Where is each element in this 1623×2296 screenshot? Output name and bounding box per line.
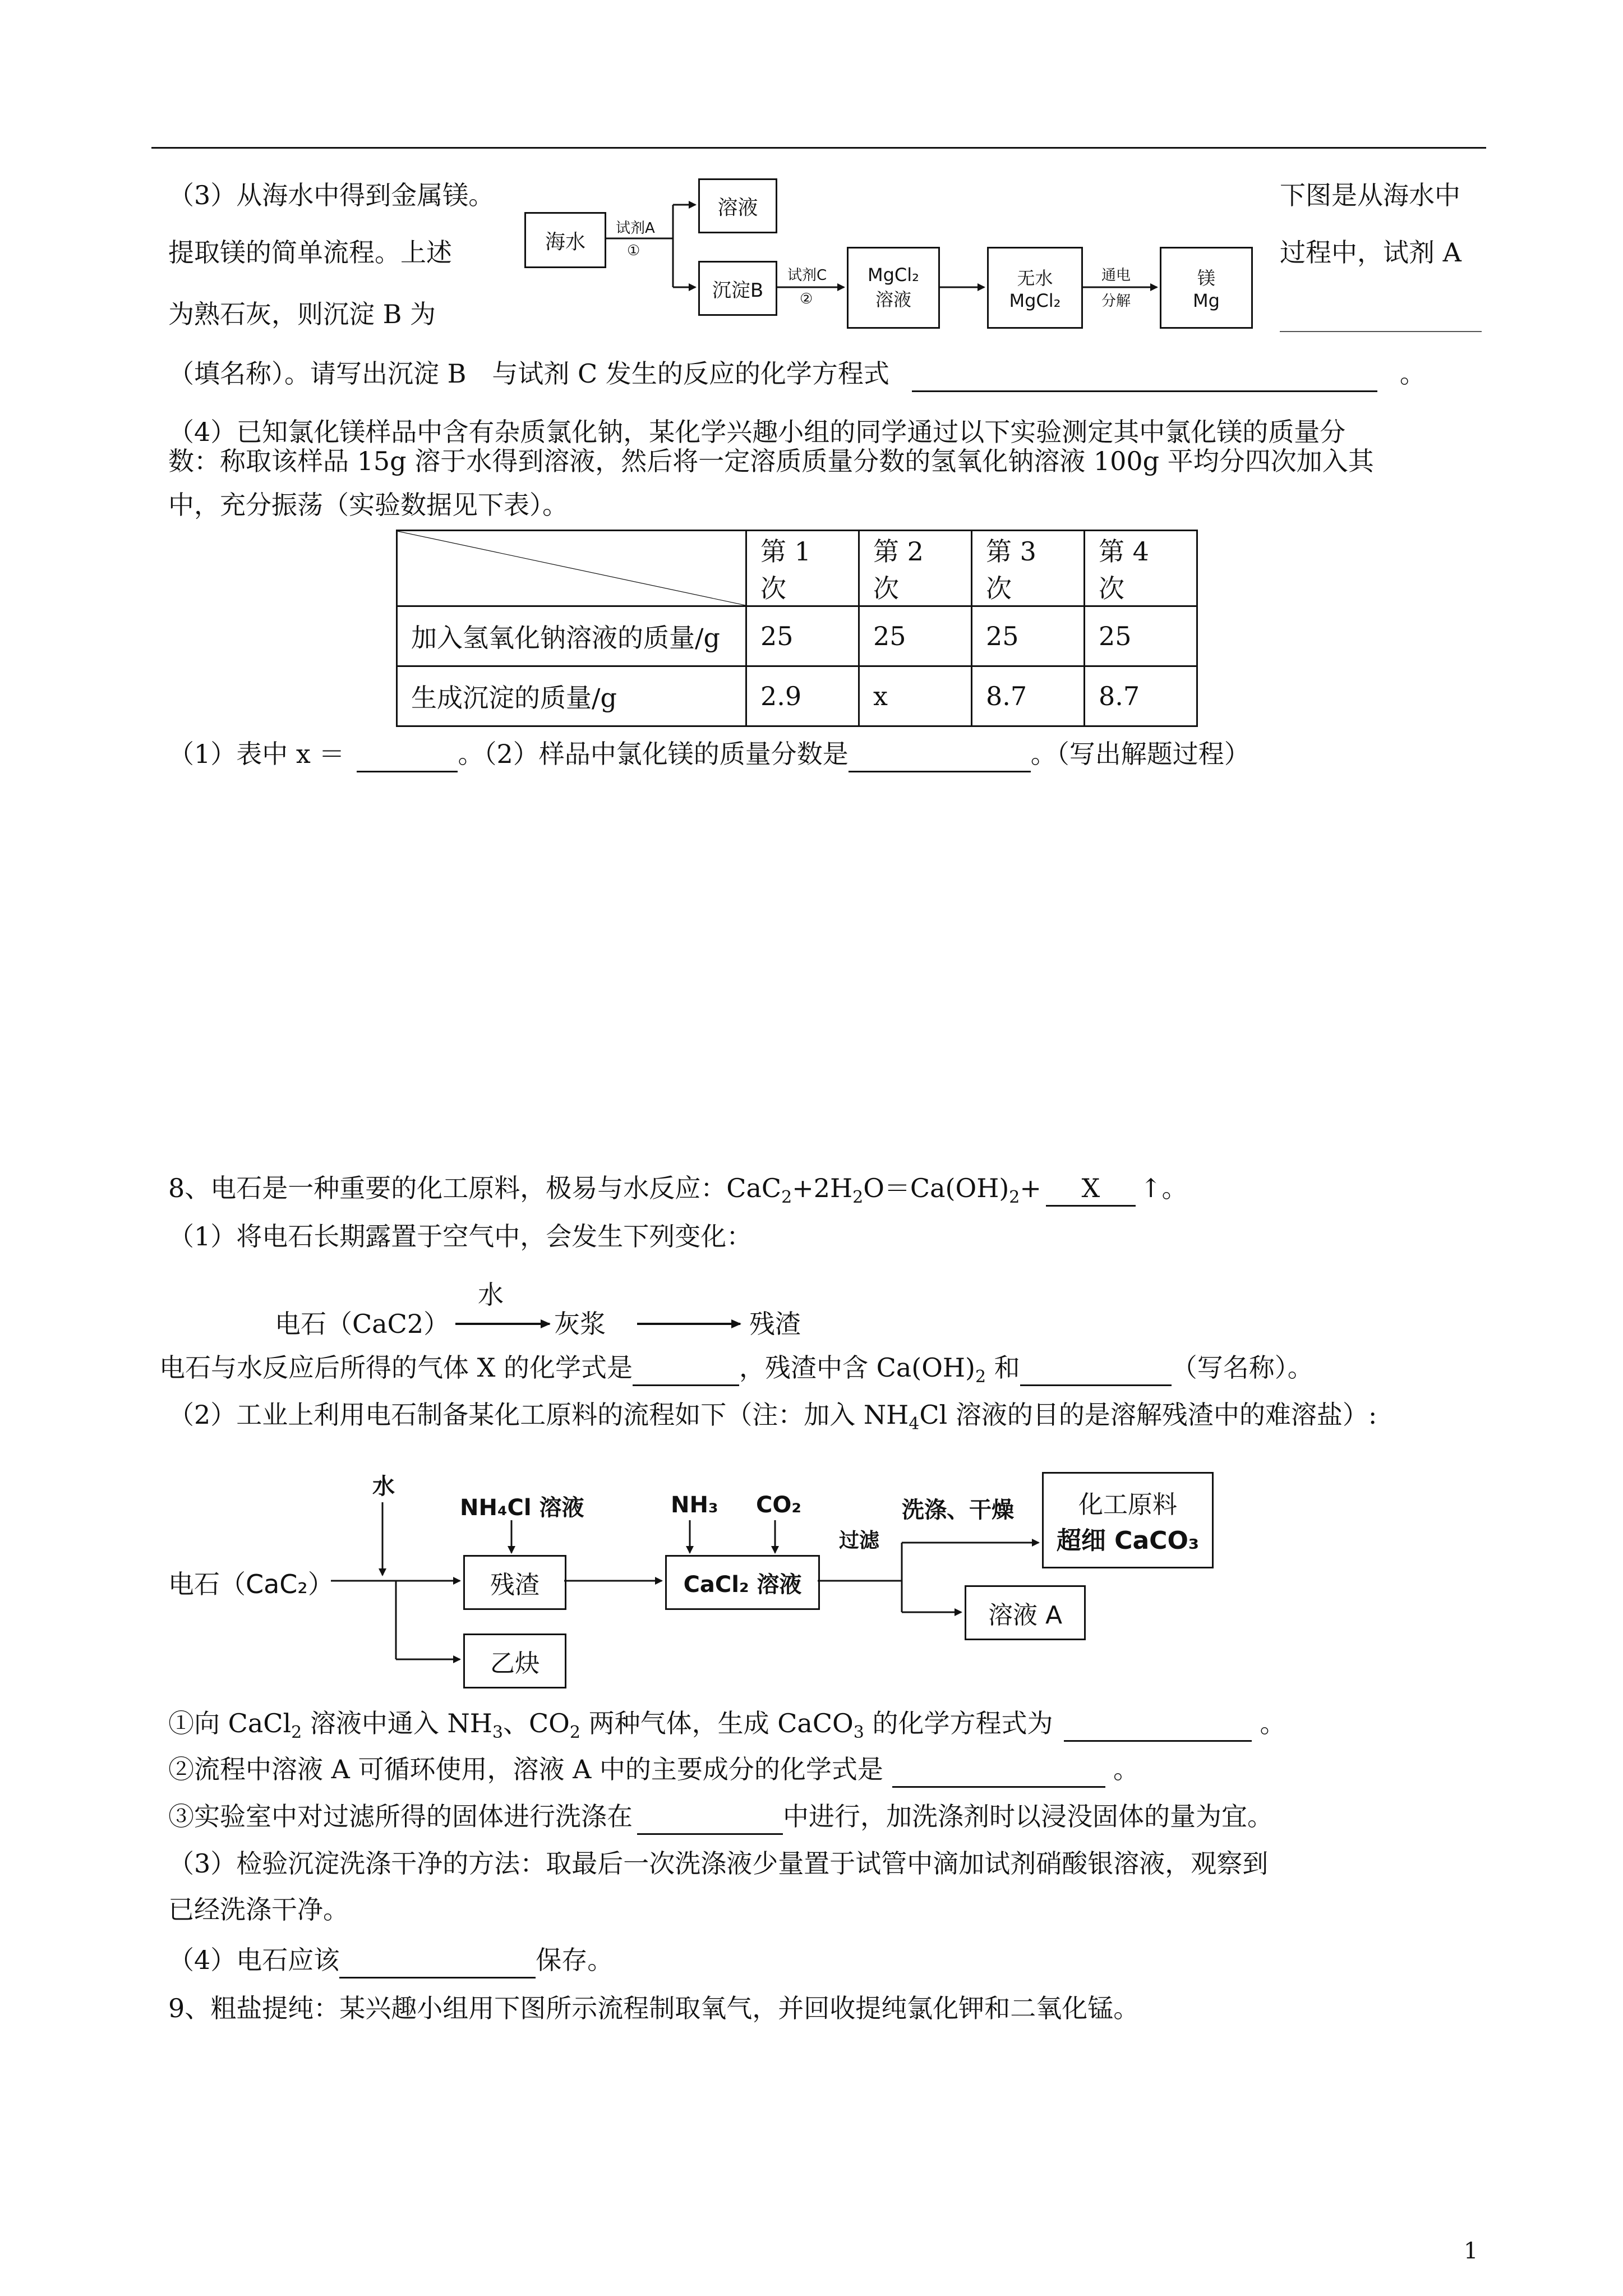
q8-gas-line: [159, 1351, 1313, 1394]
q8-item1-end: 。: [1260, 1708, 1286, 1738]
table-cell: 25: [972, 606, 1085, 666]
q8-gas-b: ，残渣中含 Ca(OH): [739, 1352, 975, 1383]
answer-blank-residue[interactable]: [1020, 1351, 1172, 1386]
table-cell: 8.7: [1085, 666, 1197, 726]
q8-item1-d: 两种气体，生成 CaCO: [580, 1708, 854, 1738]
experiment-data-table: [396, 530, 1198, 727]
table-diagonal-cell: [397, 531, 746, 606]
q8-item1: [168, 1706, 1285, 1750]
flow2-product-line1: 化工原料: [1078, 1490, 1177, 1519]
table-row-label: 加入氢氧化钠溶液的质量/g: [397, 606, 746, 666]
q8-part4: [168, 1943, 613, 1978]
q8-item1-c: 、CO: [502, 1708, 570, 1738]
flow2-filter-label: 过滤: [839, 1529, 880, 1552]
q8-item2-end: 。: [1113, 1754, 1139, 1784]
flow-mgcl2-line1: MgCl₂: [868, 264, 919, 286]
q7-question-a: （1）表中 x ＝: [168, 739, 345, 769]
q8-intro-b: +2H: [792, 1173, 853, 1203]
table-header-cell: 第 1 次: [746, 531, 859, 606]
flow2-residue-label: 残渣: [490, 1571, 540, 1599]
q8-part2: [168, 1398, 1377, 1441]
q8-part3-line1: （3）检验沉淀洗涤干净的方法：取最后一次洗涤液少量置于试管中滴加试剂硝酸银溶液，观察到: [168, 1848, 1269, 1879]
flow2-start: 电石（CaC₂）: [168, 1569, 334, 1599]
q8-item3-b: 中进行，加洗涤剂时以浸没固体的量为宜。: [783, 1801, 1273, 1832]
table-cell: 8.7: [972, 666, 1085, 726]
flow-label-step2: ②: [800, 291, 813, 307]
q8-item1-sub3: 2: [569, 1723, 580, 1743]
q8-intro: [168, 1171, 1187, 1214]
q8-intro-a: 8、电石是一种重要的化工原料，极易与水反应：CaC: [168, 1173, 782, 1203]
table-cell: 25: [746, 606, 859, 666]
q9-line: 9、粗盐提纯：某兴趣小组用下图所示流程制取氧气，并回收提纯氯化钾和二氧化锰。: [168, 1993, 1140, 2023]
q7-question-b: 。（2）样品中氯化镁的质量分数是: [458, 739, 849, 769]
flow2-acetylene-label: 乙炔: [490, 1649, 540, 1678]
table-row: [397, 606, 1197, 666]
q8-item2: [168, 1752, 1139, 1788]
table-cell: 2.9: [746, 666, 859, 726]
chain-mid: 灰浆: [554, 1309, 606, 1339]
flow2-co2-label: CO₂: [756, 1492, 801, 1518]
q8-intro-x-blank: [1046, 1171, 1136, 1207]
flow-anhydrous-line1: 无水: [1017, 268, 1053, 289]
q8-item1-sub4: 3: [853, 1723, 864, 1743]
q8-intro-sub1: 2: [781, 1188, 792, 1208]
q7-part3-line1-right: 下图是从海水中: [1280, 180, 1460, 210]
table-header-cell: 第 3 次: [972, 531, 1085, 606]
flow1-arrows: [0, 0, 1623, 393]
q8-gas-a: 电石与水反应后所得的气体 X 的化学式是: [159, 1352, 633, 1383]
answer-blank-caco3-equation[interactable]: [1064, 1706, 1252, 1742]
flow-label-decompose: 分解: [1101, 293, 1131, 310]
flow-label-reagent-c: 试剂C: [787, 267, 827, 284]
flow-label-step1: ①: [627, 242, 640, 259]
q7-part3-line2-left: 提取镁的简单流程。上述: [168, 237, 452, 268]
chain-end: 残渣: [749, 1309, 801, 1339]
q8-item2-a: ②流程中溶液 A 可循环使用，溶液 A 中的主要成分的化学式是: [168, 1754, 883, 1784]
q7-part4-line2: 数：称取该样品 15g 溶于水得到溶液，然后将一定溶质质量分数的氢氧化钠溶液 100g 平均分四次加入其: [168, 446, 1374, 476]
chain-water-label: 水: [478, 1280, 504, 1310]
flow2-wash-label: 洗涤、干燥: [902, 1497, 1014, 1523]
q7-part3-line2-right: 过程中，试剂 A: [1280, 237, 1461, 268]
answer-blank-gas-x[interactable]: [633, 1351, 739, 1386]
q8-part2-sub: 4: [909, 1414, 920, 1434]
flow-precipitate-b-label: 沉淀B: [712, 279, 764, 302]
q8-intro-x: X: [1081, 1173, 1100, 1203]
q8-item3-a: ③实验室中对过滤所得的固体进行洗涤在: [168, 1801, 633, 1832]
flow2-product-line2: 超细 CaCO₃: [1056, 1526, 1200, 1555]
q8-item3: [168, 1800, 1273, 1835]
page-number: 1: [1464, 2238, 1478, 2264]
table-row: [397, 666, 1197, 726]
q7-part4-line3: 中，充分振荡（实验数据见下表）。: [168, 490, 568, 520]
flow-solution-label: 溶液: [717, 196, 758, 219]
flow-label-power: 通电: [1101, 267, 1131, 284]
flow-mg-line1: 镁: [1197, 268, 1215, 289]
answer-blank-x[interactable]: [357, 737, 458, 772]
table-cell: x: [859, 666, 972, 726]
q8-part3-line2: 已经洗涤干净。: [168, 1894, 349, 1925]
q8-part2-a: （2）工业上利用电石制备某化工原料的流程如下（注：加入 NH: [168, 1400, 909, 1430]
q8-part2-b: Cl 溶液的目的是溶解残渣中的难溶盐）:: [919, 1400, 1377, 1430]
flow2-nh4cl-label: NH₄Cl 溶液: [460, 1495, 584, 1521]
q7-part3-line4-end: 。: [1399, 358, 1426, 389]
flow2-nh3-label: NH₃: [671, 1492, 718, 1518]
q8-item1-sub1: 2: [291, 1723, 302, 1743]
q8-intro-sub3: 2: [1009, 1188, 1020, 1208]
flow-seawater-label: 海水: [545, 230, 585, 254]
answer-blank-storage[interactable]: [339, 1943, 536, 1978]
table-header-cell: 第 4 次: [1085, 531, 1197, 606]
q7-part3-line4-text: （填名称）。请写出沉淀 B 与试剂 C 发生的反应的化学方程式: [168, 358, 889, 389]
flow-mg-line2: Mg: [1193, 290, 1220, 311]
flow2-cacl2-label: CaCl₂ 溶液: [683, 1571, 802, 1598]
chain-start: 电石（CaC2）: [275, 1309, 450, 1339]
q8-intro-sub2: 2: [852, 1188, 864, 1208]
q8-intro-e: ↑。: [1140, 1173, 1188, 1203]
q8-gas-sub: 2: [975, 1367, 986, 1387]
q7-questions-line: [168, 737, 1250, 772]
q8-part1: （1）将电石长期露置于空气中，会发生下列变化：: [168, 1221, 753, 1251]
answer-blank-mass-fraction[interactable]: [849, 737, 1031, 772]
q8-gas-d: （写名称）。: [1171, 1352, 1313, 1383]
q8-intro-c: O＝Ca(OH): [863, 1173, 1009, 1203]
table-header-row: [397, 531, 1197, 606]
q8-gas-c: 和: [986, 1352, 1020, 1383]
flow2-water-label: 水: [372, 1474, 395, 1499]
flow2-solution-a-label: 溶液 A: [988, 1601, 1063, 1630]
answer-blank-solution-a[interactable]: [892, 1752, 1105, 1788]
table-cell: 25: [1085, 606, 1197, 666]
q8-item1-b: 溶液中通入 NH: [302, 1708, 492, 1738]
q8-item1-e: 的化学方程式为: [864, 1708, 1053, 1738]
flow-mgcl2-line2: 溶液: [875, 289, 911, 310]
chain-arrows: [0, 1290, 1623, 1346]
q8-part4-b: 保存。: [536, 1945, 614, 1975]
flow-label-reagent-a: 试剂A: [616, 220, 655, 237]
q8-item1-a: ①向 CaCl: [168, 1708, 292, 1738]
table-row-label: 生成沉淀的质量/g: [397, 666, 746, 726]
q7-part3-line1-left: （3）从海水中得到金属镁。: [168, 180, 495, 210]
flow2-arrows: [0, 1458, 1623, 1717]
table-header-cell: 第 2 次: [859, 531, 972, 606]
q7-part4-line1: （4）已知氯化镁样品中含有杂质氯化钠，某化学兴趣小组的同学通过以下实验测定其中氯化镁的质量分: [168, 417, 1346, 447]
table-cell: 25: [859, 606, 972, 666]
q7-question-c: 。（写出解题过程）: [1030, 739, 1250, 769]
q7-part3-line3-left: 为熟石灰，则沉淀 B 为: [168, 299, 436, 329]
q8-item1-sub2: 3: [492, 1723, 503, 1743]
q8-intro-d: +: [1020, 1173, 1041, 1203]
flow-anhydrous-line2: MgCl₂: [1009, 290, 1061, 311]
diagonal-line: [398, 531, 745, 605]
q8-part4-a: （4）电石应该: [168, 1945, 340, 1975]
answer-blank-washing-equipment[interactable]: [637, 1800, 783, 1835]
